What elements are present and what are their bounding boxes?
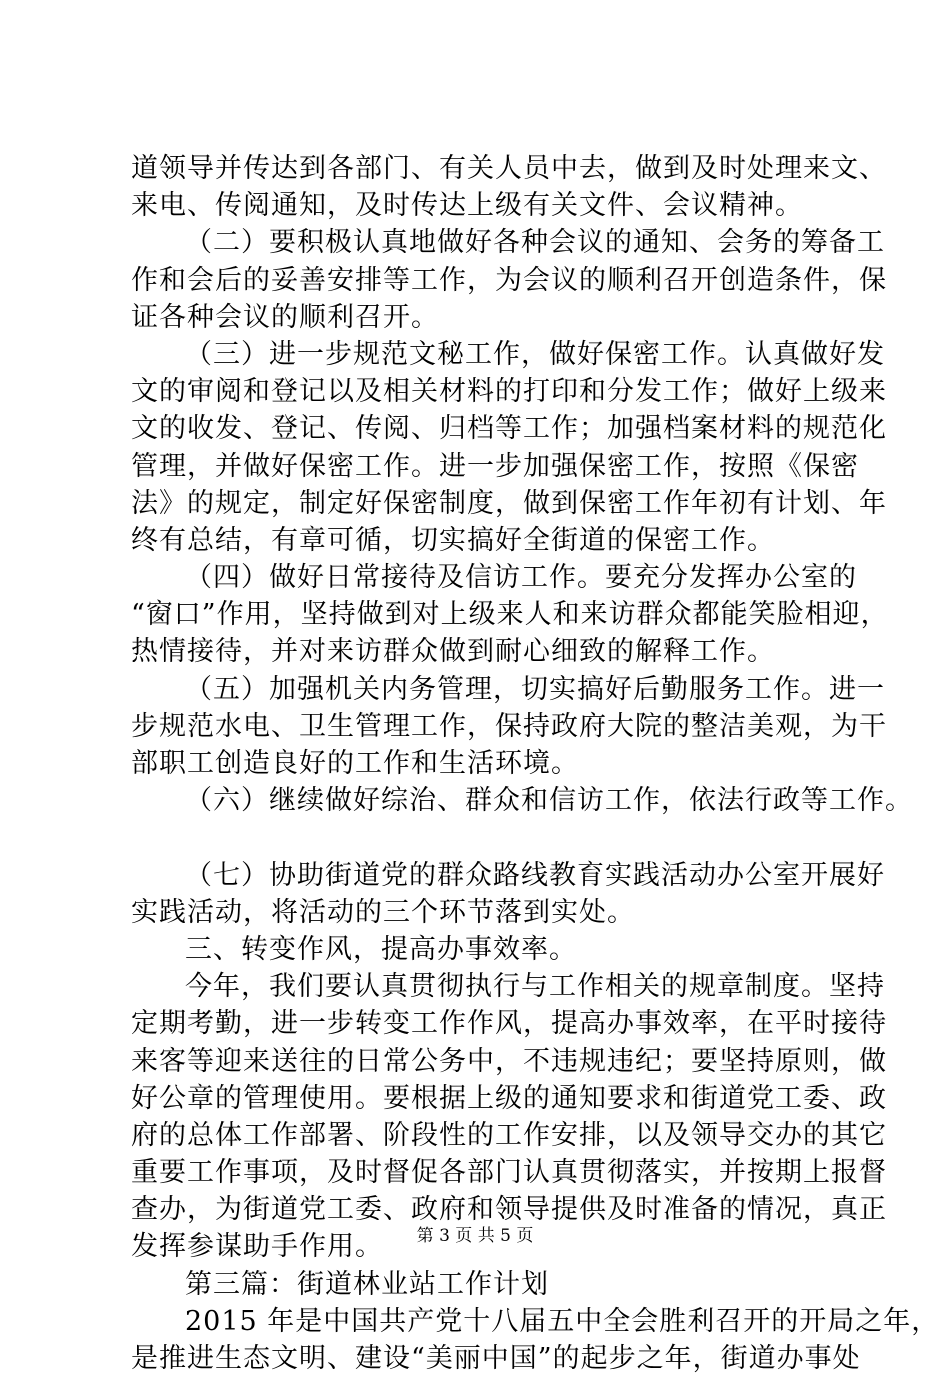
paragraph-line: 文的审阅和登记以及相关材料的打印和分发工作；做好上级来: [131, 376, 887, 408]
paragraph-line: 2015 年是中国共产党十八届五中全会胜利召开的开局之年，: [185, 1305, 940, 1337]
paragraph-line: 是推进生态文明、建设“美丽中国”的起步之年，街道办事处: [131, 1343, 861, 1374]
paragraph-line: 来电、传阅通知，及时传达上级有关文件、会议精神。: [131, 190, 803, 222]
paragraph-line: 实践活动，将活动的三个环节落到实处。: [131, 896, 635, 928]
paragraph-line: （六）继续做好综治、群众和信访工作，依法行政等工作。: [185, 785, 913, 817]
paragraph-line: “窗口”作用，坚持做到对上级来人和来访群众都能笑脸相迎，: [131, 599, 889, 631]
blank-line: [131, 819, 843, 856]
paragraph-line: 今年，我们要认真贯彻执行与工作相关的规章制度。坚持: [185, 971, 885, 1003]
paragraph-line: 定期考勤，进一步转变工作作风，提高办事效率，在平时接待: [131, 1008, 887, 1040]
page-number-footer: 第 3 页 共 5 页: [416, 1226, 534, 1246]
paragraph-line: 管理，并做好保密工作。进一步加强保密工作，按照《保密: [131, 450, 859, 482]
paragraph-line: 终有总结，有章可循，切实搞好全街道的保密工作。: [131, 524, 775, 556]
paragraph-line: 证各种会议的顺利召开。: [131, 301, 439, 333]
paragraph-line: 热情接待，并对来访群众做到耐心细致的解释工作。: [131, 636, 775, 668]
paragraph-line: 文的收发、登记、传阅、归档等工作；加强档案材料的规范化: [131, 413, 887, 445]
paragraph-line: 重要工作事项，及时督促各部门认真贯彻落实，并按期上报督: [131, 1157, 887, 1189]
paragraph-line: 法》的规定，制定好保密制度，做到保密工作年初有计划、年: [131, 487, 887, 519]
paragraph-line: 来客等迎来送往的日常公务中，不违规违纪；要坚持原则，做: [131, 1045, 887, 1077]
paragraph-line: （三）进一步规范文秘工作，做好保密工作。认真做好发: [185, 338, 885, 370]
paragraph-line: （七）协助街道党的群众路线教育实践活动办公室开展好: [185, 859, 885, 891]
paragraph-line: （二）要积极认真地做好各种会议的通知、会务的筹备工: [185, 227, 885, 259]
paragraph-line: 查办，为街道党工委、政府和领导提供及时准备的情况，真正: [131, 1194, 887, 1226]
paragraph-line: 三、转变作风，提高办事效率。: [185, 933, 577, 965]
paragraph-line: （五）加强机关内务管理，切实搞好后勤服务工作。进一: [185, 673, 885, 705]
paragraph-line: （四）做好日常接待及信访工作。要充分发挥办公室的: [185, 562, 857, 594]
document-body: [131, 150, 940, 1377]
paragraph-line: 第三篇：街道林业站工作计划: [185, 1268, 549, 1300]
paragraph-line: 发挥参谋助手作用。: [131, 1231, 383, 1263]
paragraph-line: 部职工创造良好的工作和生活环境。: [131, 748, 579, 779]
paragraph-line: 府的总体工作部署、阶段性的工作安排，以及领导交办的其它: [131, 1119, 887, 1151]
paragraph-line: 作和会后的妥善安排等工作，为会议的顺利召开创造条件，保: [131, 264, 887, 296]
paragraph-line: 步规范水电、卫生管理工作，保持政府大院的整洁美观，为干: [131, 710, 887, 742]
paragraph-line: 好公章的管理使用。要根据上级的通知要求和街道党工委、政: [131, 1082, 887, 1114]
paragraph-line: 道领导并传达到各部门、有关人员中去，做到及时处理来文、: [131, 153, 887, 184]
